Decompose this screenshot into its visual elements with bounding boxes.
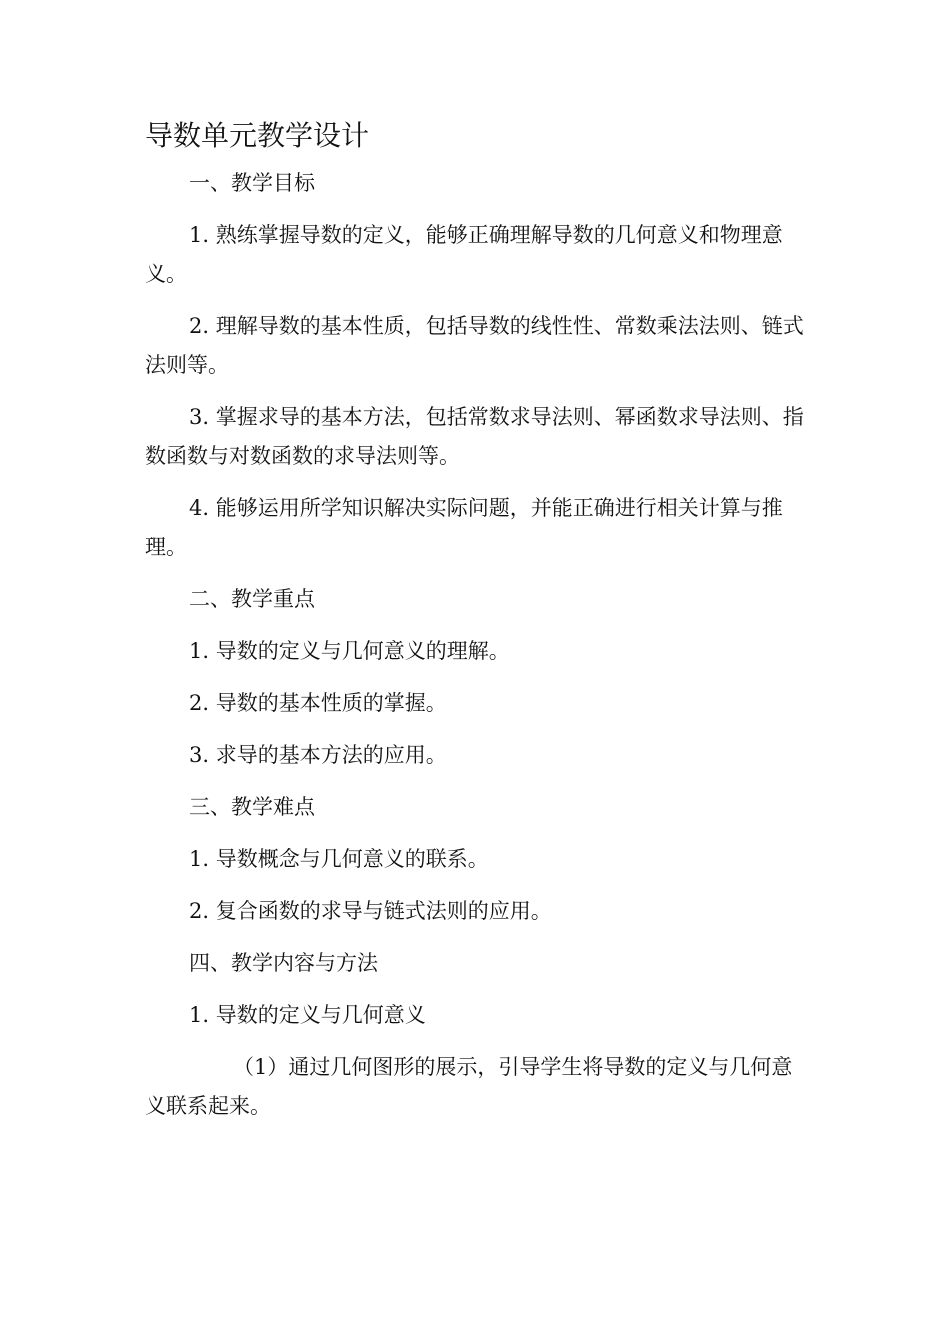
objective-item-4: 4. 能够运用所学知识解决实际问题，并能正确进行相关计算与推理。	[145, 496, 783, 559]
content-item-1: 1. 导数的定义与几何意义	[189, 1003, 426, 1027]
objective-item-3: 3. 掌握求导的基本方法，包括常数求导法则、幂函数求导法则、指数函数与对数函数的求导法则等。	[145, 405, 804, 468]
document-body	[145, 164, 810, 1139]
document-title: 导数单元教学设计	[145, 119, 370, 152]
objective-item-1: 1. 熟练掌握导数的定义，能够正确理解导数的几何意义和物理意义。	[145, 223, 783, 286]
difficulty-item-1: 1. 导数概念与几何意义的联系。	[189, 847, 489, 871]
section-heading-content-methods: 四、教学内容与方法	[189, 951, 378, 975]
key-point-item-2: 2. 导数的基本性质的掌握。	[189, 691, 447, 715]
key-point-item-1: 1. 导数的定义与几何意义的理解。	[189, 639, 510, 663]
section-heading-key-points: 二、教学重点	[189, 587, 315, 611]
difficulty-item-2: 2. 复合函数的求导与链式法则的应用。	[189, 899, 552, 923]
section-heading-difficulties: 三、教学难点	[189, 795, 315, 819]
content-subitem-1: （1）通过几何图形的展示，引导学生将导数的定义与几何意义联系起来。	[145, 1055, 793, 1118]
key-point-item-3: 3. 求导的基本方法的应用。	[189, 743, 447, 767]
objective-item-2: 2. 理解导数的基本性质，包括导数的线性性、常数乘法法则、链式法则等。	[145, 314, 804, 377]
section-heading-objectives: 一、教学目标	[189, 171, 315, 195]
